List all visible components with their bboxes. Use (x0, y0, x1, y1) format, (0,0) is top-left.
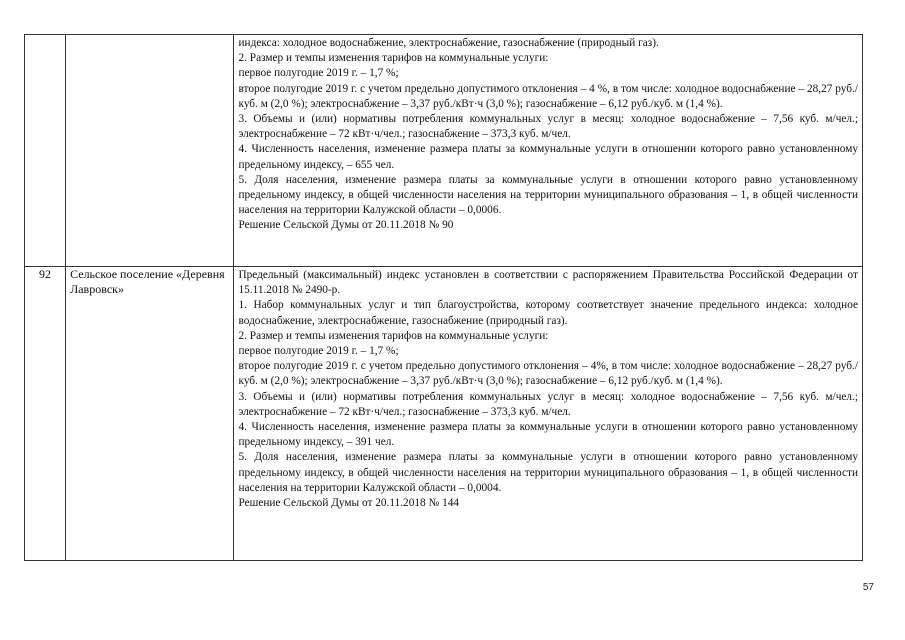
table-row (25, 35, 863, 267)
description-cell (234, 35, 863, 267)
paragraph: 5. Доля населения, изменение размера платы за коммунальные услуги в отношении которого равно установленному предельному индексу, в общей численности населения на территории муниципального образования – 1, в общей численности населения на территории Калужской области – 0,0004. (238, 451, 858, 494)
paragraph: индекса: холодное водоснабжение, электроснабжение, газоснабжение (природный газ). (238, 37, 659, 49)
settlement-name-cell (66, 35, 234, 267)
paragraph: 4. Численность населения, изменение размера платы за коммунальные услуги в отношении которого равно установленному предельному индексу, – 655 чел. (238, 143, 858, 171)
paragraph: первое полугодие 2019 г. – 1,7 %; (238, 67, 399, 80)
decision-reference: Решение Сельской Думы от 20.11.2018 № 90 (238, 219, 454, 232)
table-row (25, 267, 863, 561)
decision-reference: Решение Сельской Думы от 20.11.2018 № 144 (238, 497, 460, 510)
paragraph: второе полугодие 2019 г. с учетом предельно допустимого отклонения – 4 %, в том числе: холодное водоснабжение – 28,27 руб./куб. м (2,0 %); электроснабжение – 3,37 руб./кВт·ч (3,0 %); газоснабжение – 6,12 руб./куб. м (1,4 %). (238, 82, 858, 110)
paragraph: 3. Объемы и (или) нормативы потребления коммунальных услуг в месяц: холодное водоснабжение – 7,56 куб. м/чел.; электроснабжение – 72 кВт·ч/чел.; газоснабжение – 373,3 куб. м/чел. (238, 113, 858, 141)
description-cell (234, 267, 863, 561)
tariff-table (24, 34, 863, 561)
paragraph: 1. Набор коммунальных услуг и тип благоустройства, которому соответствует значение предельного индекса: холодное водоснабжение, электроснабжение, газоснабжение (природный газ). (238, 299, 858, 327)
paragraph: Предельный (максимальный) индекс установлен в соответствии с распоряжением Правительства Российской Федерации от 15.11.2018 № 2490-р. (238, 269, 858, 297)
row-number-cell: 92 (25, 267, 66, 561)
paragraph: первое полугодие 2019 г. – 1,7 %; (238, 345, 399, 358)
paragraph: 2. Размер и темпы изменения тарифов на коммунальные услуги: (238, 329, 549, 342)
paragraph: 2. Размер и темпы изменения тарифов на коммунальные услуги: (238, 52, 549, 65)
settlement-name-cell: Сельское поселение «Деревня Лавровск» (66, 267, 234, 561)
paragraph: 5. Доля населения, изменение размера платы за коммунальные услуги в отношении которого равно установленному предельному индексу, в общей численности населения на территории муниципального образования – 1, в общей численности населения на территории Калужской области – 0,0006. (238, 173, 858, 217)
row-number-cell (25, 35, 66, 267)
paragraph: 3. Объемы и (или) нормативы потребления коммунальных услуг в месяц: холодное водоснабжение – 7,56 куб. м/чел.; электроснабжение – 72 кВт·ч/чел.; газоснабжение – 373,3 куб. м/чел. (238, 390, 858, 418)
paragraph: 4. Численность населения, изменение размера платы за коммунальные услуги в отношении которого равно установленному предельному индексу, – 391 чел. (238, 421, 858, 449)
paragraph: второе полугодие 2019 г. с учетом предельно допустимого отклонения – 4%, в том числе: холодное водоснабжение – 28,27 руб./куб. м (2,0 %); электроснабжение – 3,37 руб./кВт·ч (3,0 %); газоснабжение – 6,12 руб./куб. м (1,4 %). (238, 360, 858, 388)
page-number: 57 (862, 582, 874, 593)
